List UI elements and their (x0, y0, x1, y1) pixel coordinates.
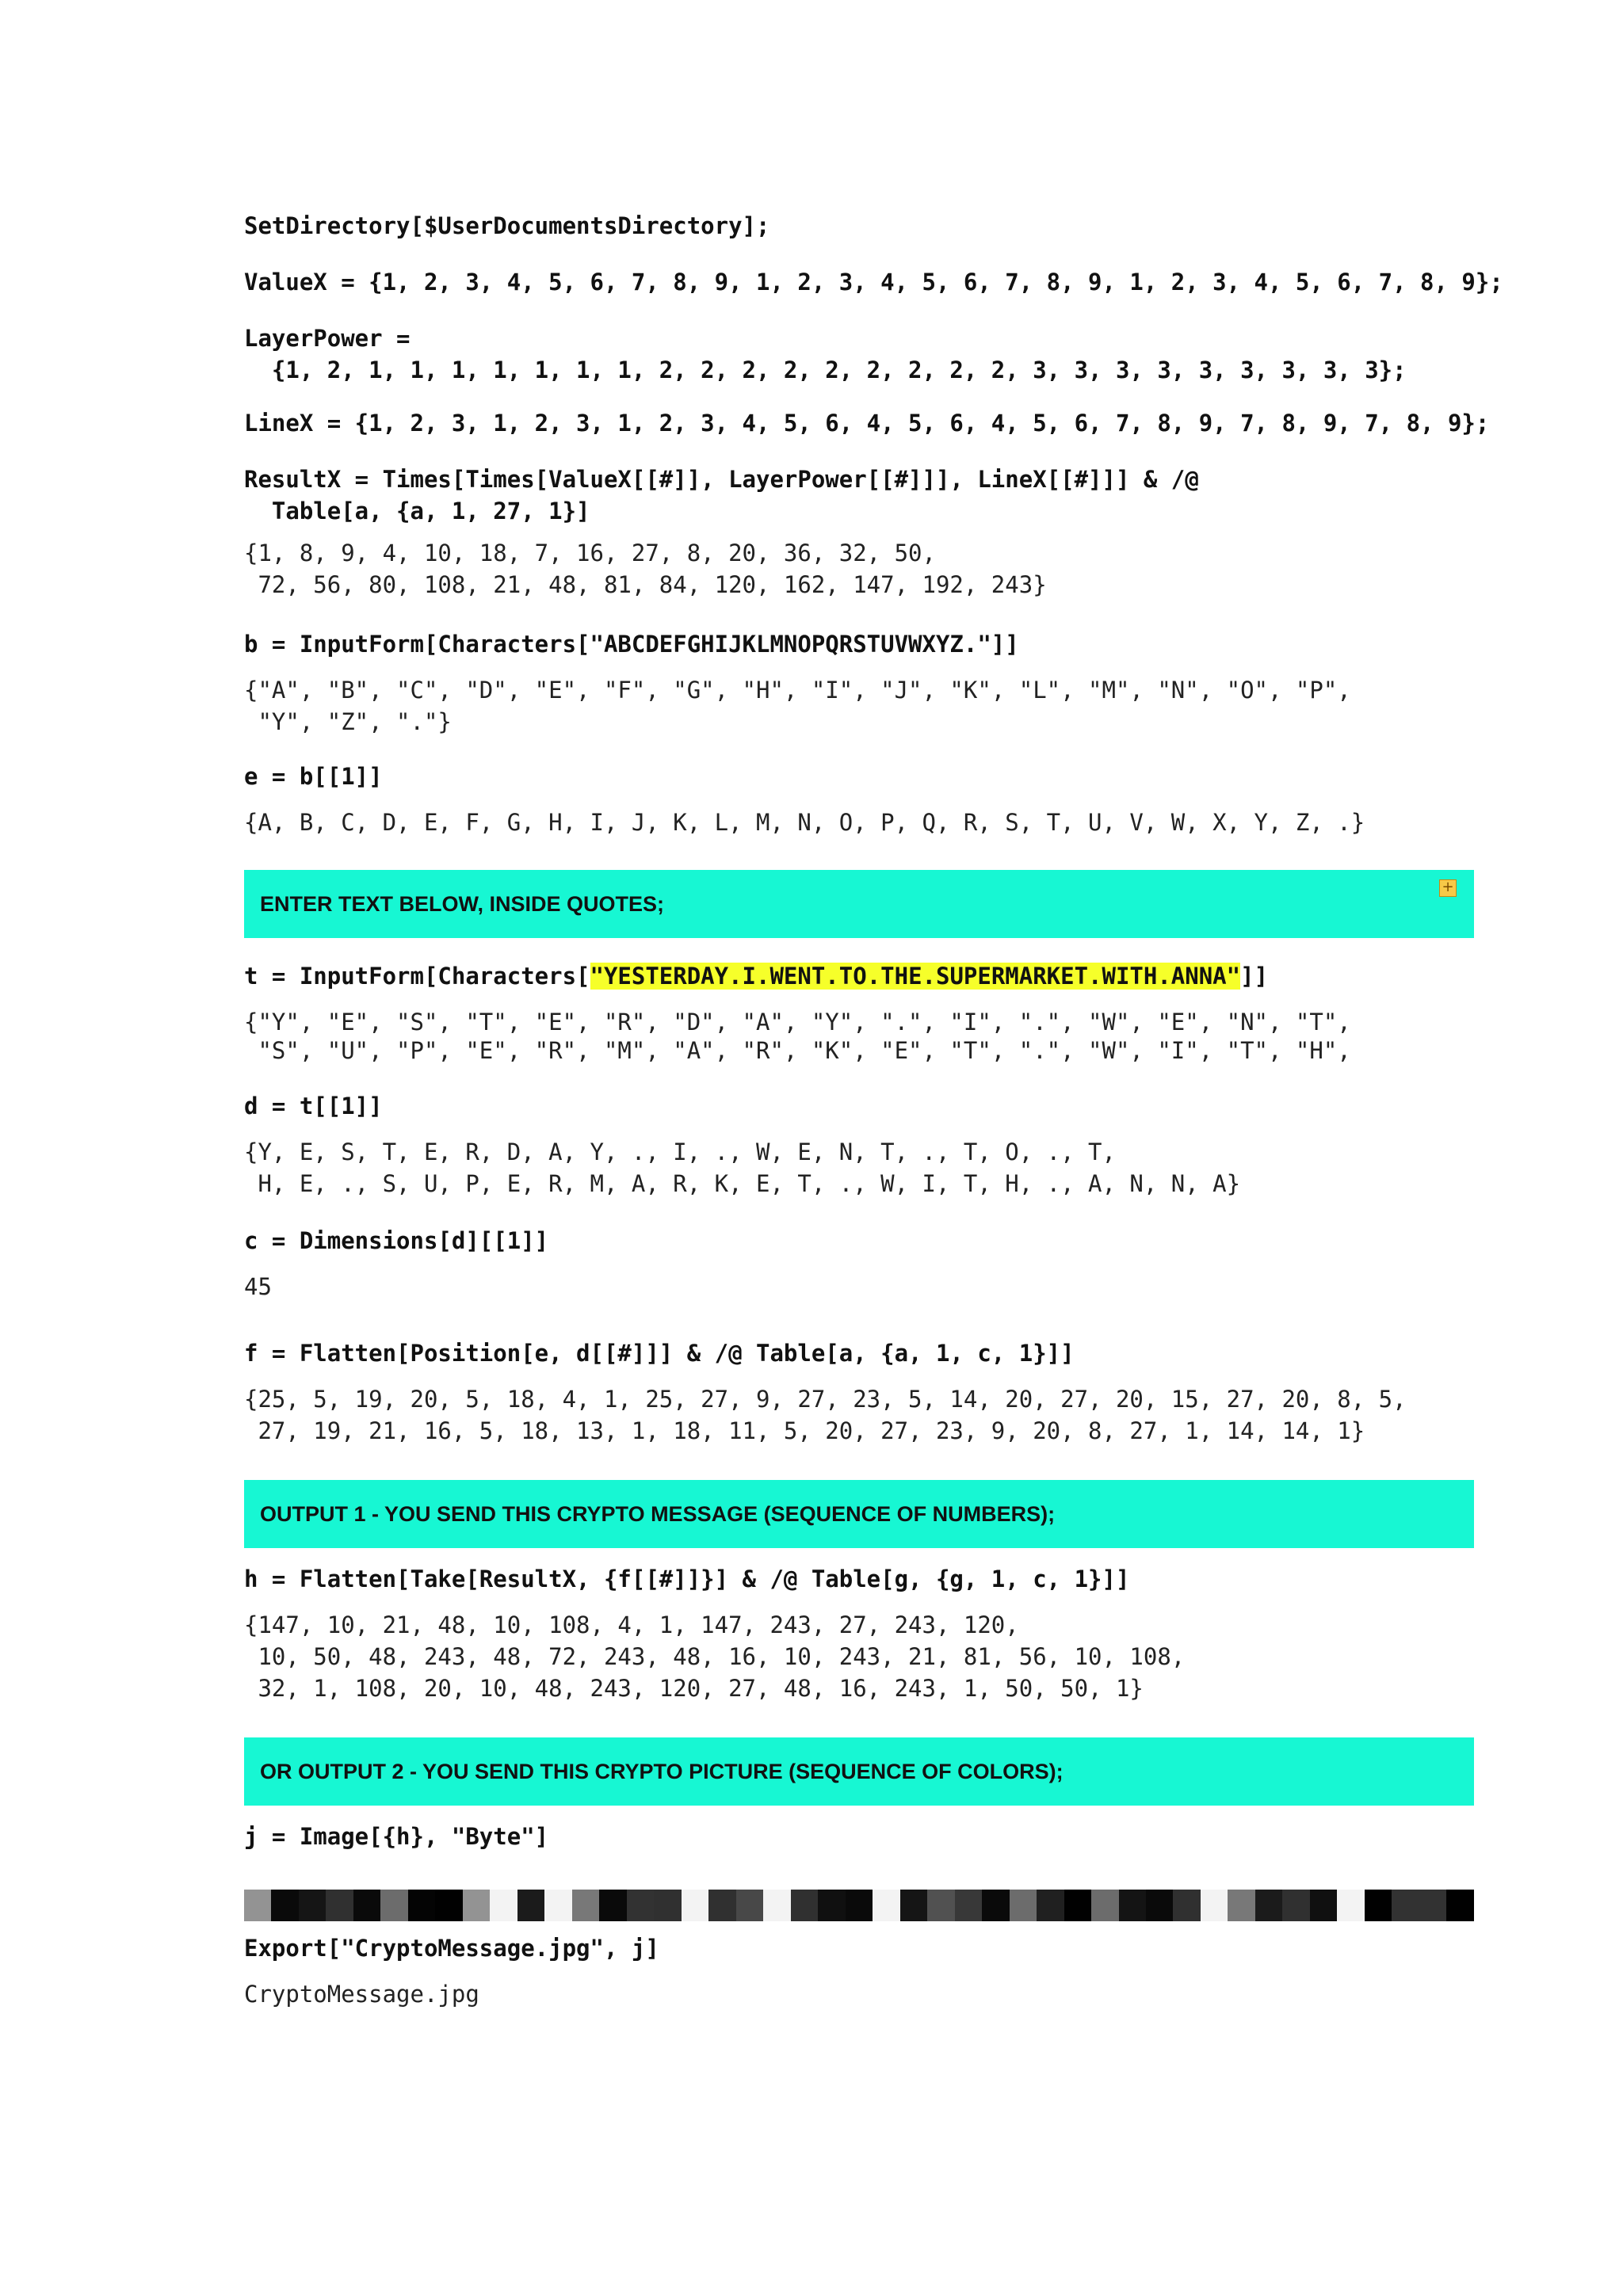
image-pixel (1446, 1890, 1473, 1921)
image-pixel (627, 1890, 654, 1921)
output-f-line2: 27, 19, 21, 16, 5, 18, 13, 1, 18, 11, 5, 20, 27, 23, 9, 20, 8, 27, 1, 14, 14, 1} (244, 1417, 1365, 1444)
image-pixel (1119, 1890, 1146, 1921)
banner-output1-label: OUTPUT 1 - YOU SEND THIS CRYPTO MESSAGE (SEQUENCE OF NUMBERS); (260, 1501, 1056, 1526)
output-t-line1: {"Y", "E", "S", "T", "E", "R", "D", "A", "Y", ".", "I", ".", "W", "E", "N", "T", (244, 1009, 1351, 1035)
t-input-suffix: ]] (1240, 963, 1269, 990)
output-h-line3: 32, 1, 108, 20, 10, 48, 243, 120, 27, 48, 16, 243, 1, 50, 50, 1} (244, 1675, 1144, 1702)
image-pixel (599, 1890, 626, 1921)
image-pixel (1064, 1890, 1091, 1921)
image-pixel (708, 1890, 735, 1921)
image-pixel (435, 1890, 462, 1921)
image-pixel (1091, 1890, 1118, 1921)
output-export-filename: CryptoMessage.jpg (244, 1981, 479, 2008)
t-input-message-string[interactable]: "YESTERDAY.I.WENT.TO.THE.SUPERMARKET.WITH.ANNA" (590, 963, 1241, 990)
image-pixel (791, 1890, 818, 1921)
input-b-characters[interactable]: b = InputForm[Characters["ABCDEFGHIJKLMNOPQRSTUVWXYZ."]] (244, 631, 1019, 658)
image-pixel (1201, 1890, 1228, 1921)
image-pixel (517, 1890, 544, 1921)
image-pixel (1310, 1890, 1337, 1921)
image-pixel (490, 1890, 517, 1921)
image-pixel (873, 1890, 899, 1921)
input-resultx-line1[interactable]: ResultX = Times[Times[ValueX[[#]], LayerPower[[#]]], LineX[[#]]] & /@ (244, 466, 1199, 493)
image-pixel (572, 1890, 599, 1921)
image-pixel (244, 1890, 271, 1921)
output-t-line2: "S", "U", "P", "E", "R", "M", "A", "R", "K", "E", "T", ".", "W", "I", "T", "H", (244, 1037, 1351, 1064)
banner-output2-label: OR OUTPUT 2 - YOU SEND THIS CRYPTO PICTURE (SEQUENCE OF COLORS); (260, 1759, 1064, 1783)
image-pixel (1037, 1890, 1064, 1921)
input-resultx-line2[interactable]: Table[a, {a, 1, 27, 1}] (244, 498, 590, 524)
image-pixel (982, 1890, 1009, 1921)
input-e[interactable]: e = b[[1]] (244, 763, 383, 790)
input-export[interactable]: Export["CryptoMessage.jpg", j] (244, 1935, 659, 1962)
image-pixel (1337, 1890, 1364, 1921)
image-pixel (380, 1890, 407, 1921)
image-pixel (353, 1890, 380, 1921)
input-j-image[interactable]: j = Image[{h}, "Byte"] (244, 1823, 549, 1850)
image-pixel (1282, 1890, 1309, 1921)
output-resultx-line1: {1, 8, 9, 4, 10, 18, 7, 16, 27, 8, 20, 36, 32, 50, (244, 540, 936, 566)
image-pixel (927, 1890, 954, 1921)
image-pixel (900, 1890, 927, 1921)
section-banner-enter-text (244, 870, 1474, 938)
image-pixel (1010, 1890, 1037, 1921)
image-pixel (271, 1890, 298, 1921)
image-pixel (1173, 1890, 1200, 1921)
output-d-line1: {Y, E, S, T, E, R, D, A, Y, ., I, ., W, E, N, T, ., T, O, ., T, (244, 1138, 1116, 1165)
t-input-prefix: t = InputForm[Characters[ (244, 963, 590, 990)
output-d-line2: H, E, ., S, U, P, E, R, M, A, R, K, E, T, ., W, I, T, H, ., A, N, N, A} (244, 1170, 1241, 1197)
image-pixel (408, 1890, 435, 1921)
image-pixel (326, 1890, 353, 1921)
image-pixel (544, 1890, 571, 1921)
input-c-dimensions[interactable]: c = Dimensions[d][[1]] (244, 1227, 549, 1254)
input-set-directory[interactable]: SetDirectory[$UserDocumentsDirectory]; (244, 212, 770, 239)
output-f-line1: {25, 5, 19, 20, 5, 18, 4, 1, 25, 27, 9, 27, 23, 5, 14, 20, 27, 20, 15, 27, 20, 8, 5, (244, 1386, 1407, 1413)
section-banner-output2 (244, 1737, 1474, 1806)
image-pixel (1392, 1890, 1419, 1921)
input-layerpower-line1[interactable]: LayerPower = (244, 325, 411, 352)
image-pixel (1419, 1890, 1446, 1921)
input-d[interactable]: d = t[[1]] (244, 1093, 383, 1119)
output-e: {A, B, C, D, E, F, G, H, I, J, K, L, M, N, O, P, Q, R, S, T, U, V, W, X, Y, Z, .} (244, 809, 1365, 836)
input-linex[interactable]: LineX = {1, 2, 3, 1, 2, 3, 1, 2, 3, 4, 5, 6, 4, 5, 6, 4, 5, 6, 7, 8, 9, 7, 8, 9, 7, 8, 9}; (244, 410, 1490, 437)
output-b-line2: "Y", "Z", "."} (244, 708, 452, 735)
output-c: 45 (244, 1273, 272, 1300)
image-pixel (299, 1890, 326, 1921)
image-pixel (1146, 1890, 1173, 1921)
crypto-image-output (244, 1890, 1474, 1921)
input-f-flatten[interactable]: f = Flatten[Position[e, d[[#]]] & /@ Table[a, {a, 1, c, 1}]] (244, 1340, 1075, 1367)
output-b-line1: {"A", "B", "C", "D", "E", "F", "G", "H", "I", "J", "K", "L", "M", "N", "O", "P", (244, 677, 1351, 704)
image-pixel (955, 1890, 982, 1921)
output-h-line2: 10, 50, 48, 243, 48, 72, 243, 48, 16, 10, 243, 21, 81, 56, 10, 108, (244, 1643, 1186, 1670)
image-pixel (736, 1890, 763, 1921)
image-pixel (763, 1890, 790, 1921)
output-h-line1: {147, 10, 21, 48, 10, 108, 4, 1, 147, 243, 27, 243, 120, (244, 1611, 1019, 1638)
expand-cell-icon[interactable]: + (1439, 879, 1457, 897)
input-valuex[interactable]: ValueX = {1, 2, 3, 4, 5, 6, 7, 8, 9, 1, 2, 3, 4, 5, 6, 7, 8, 9, 1, 2, 3, 4, 5, 6, 7, 8, 9}; (244, 269, 1503, 296)
image-pixel (463, 1890, 490, 1921)
image-pixel (818, 1890, 845, 1921)
image-pixel (846, 1890, 873, 1921)
input-t-characters[interactable] (244, 960, 1268, 992)
image-pixel (682, 1890, 708, 1921)
image-pixel (1255, 1890, 1282, 1921)
image-pixel (1228, 1890, 1254, 1921)
image-pixel (654, 1890, 681, 1921)
image-pixel (1365, 1890, 1392, 1921)
input-h-flatten[interactable]: h = Flatten[Take[ResultX, {f[[#]]}] & /@ Table[g, {g, 1, c, 1}]] (244, 1566, 1130, 1592)
output-resultx-line2: 72, 56, 80, 108, 21, 48, 81, 84, 120, 162, 147, 192, 243} (244, 571, 1047, 598)
input-layerpower-line2[interactable]: {1, 2, 1, 1, 1, 1, 1, 1, 1, 2, 2, 2, 2, 2, 2, 2, 2, 2, 3, 3, 3, 3, 3, 3, 3, 3, 3}; (244, 357, 1407, 383)
section-banner-output1 (244, 1480, 1474, 1548)
banner-enter-text-label: ENTER TEXT BELOW, INSIDE QUOTES; (260, 891, 665, 916)
